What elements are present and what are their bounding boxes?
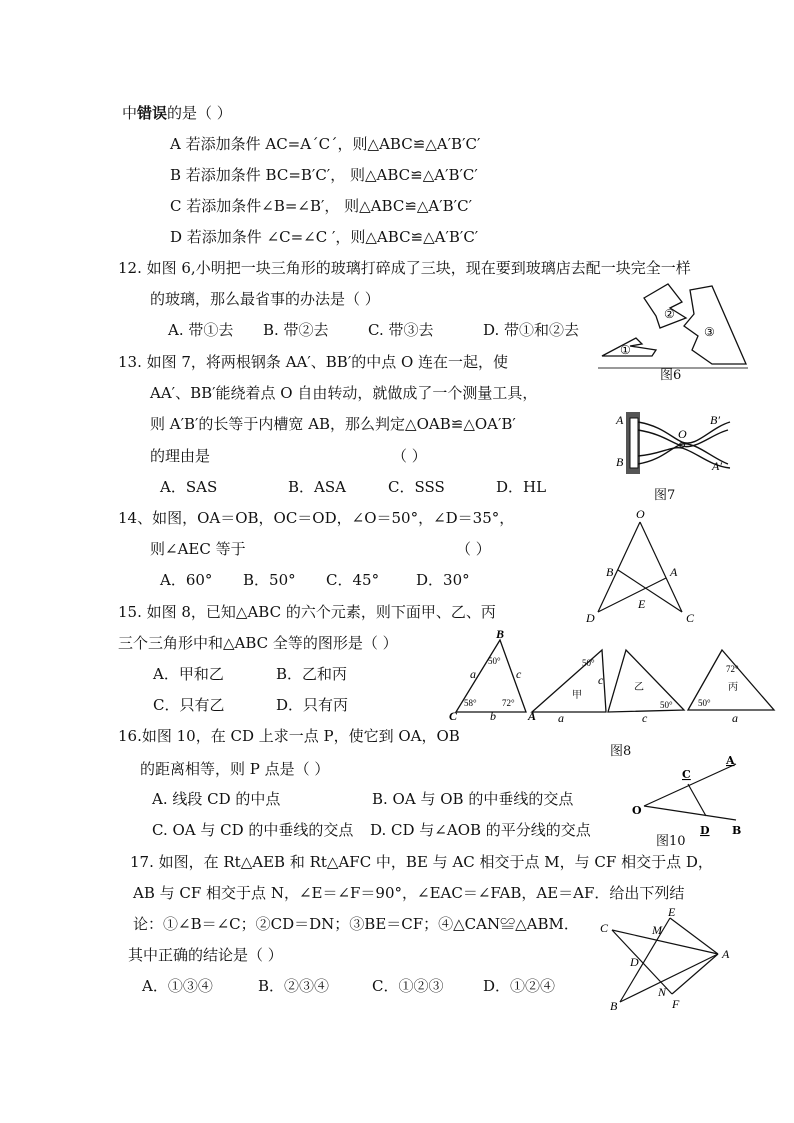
figure-q14-label-b: B — [606, 565, 614, 579]
figure-q14-label-a: A — [670, 565, 678, 579]
figure-6-caption: 图6 — [660, 368, 682, 383]
q14-option-c: C．45° — [326, 571, 380, 589]
figure-8-abc-label-a: A — [528, 709, 537, 723]
figure-q17-label-n: N — [658, 985, 667, 999]
figure-6-piece-3 — [684, 286, 746, 364]
figure-8-bing-angle-2: 50° — [698, 698, 711, 708]
figure-q17-label-a: A — [722, 947, 730, 961]
q17-line-4: 其中正确的结论是（ ） — [128, 946, 283, 964]
figure-10-label-d: D — [700, 824, 710, 837]
q16-line-2: 的距离相等，则 P 点是（ ） — [140, 760, 330, 778]
figure-7-drawing — [612, 408, 742, 482]
q13-answer-paren: （ ） — [392, 447, 427, 465]
figure-10-caption: 图10 — [656, 834, 686, 849]
q15-option-d: D．只有丙 — [276, 696, 349, 714]
figure-8-bing-side-a: a — [732, 711, 738, 725]
figure-q14-drawing — [582, 506, 702, 626]
q15-option-c: C．只有乙 — [153, 696, 225, 714]
figure-8-abc-label-c: C — [449, 709, 458, 723]
figure-8-jia-angle: 50° — [582, 658, 595, 668]
figure-q17-label-d: D — [630, 955, 639, 969]
figure-10-label-c: C — [682, 768, 691, 781]
figure-8-yi-angle: 50° — [660, 700, 673, 710]
q13-option-c: C．SSS — [388, 478, 445, 496]
figure-7-label-b: B — [616, 455, 624, 469]
figure-8-triangle-jia — [532, 650, 606, 725]
q14-option-a: A．60° — [160, 571, 213, 589]
figure-10-label-o: O — [632, 804, 642, 817]
q16-option-a: A. 线段 CD 的中点 — [152, 790, 281, 808]
figure-7-label-b-prime: B′ — [710, 413, 720, 427]
q13-option-a: A．SAS — [160, 478, 218, 496]
figure-q17-label-c: C — [600, 921, 609, 935]
figure-8-abc-angle-b: 50° — [488, 656, 501, 666]
figure-8-yi-name: 乙 — [634, 682, 644, 693]
q11-stem-bold: 错误 — [137, 104, 168, 122]
q17-option-d: D．①②④ — [483, 977, 556, 995]
figure-8-jia-shape — [532, 650, 606, 712]
q11-option-c: C 若添加条件∠B=∠B′， 则△ABC≌△A′B′C′ — [170, 197, 472, 215]
figure-7-label-o: O — [678, 427, 687, 441]
figure-8-abc-side-c: c — [516, 667, 522, 681]
figure-q17 — [596, 904, 742, 1012]
figure-8-triangle-yi — [608, 650, 684, 725]
q15-line-1: 15. 如图 8，已知△ABC 的六个元素，则下面甲、乙、丙 — [118, 603, 496, 621]
q11-stem — [122, 103, 232, 123]
figure-8-bing-name: 丙 — [728, 682, 738, 693]
q16-line-1: 16.如图 10，在 CD 上求一点 P，使它到 OA，OB — [118, 727, 460, 745]
q11-option-a: A 若添加条件 AC=A´C´，则△ABC≌△A′B′C′ — [170, 135, 481, 153]
figure-8-jia-side-c: c — [598, 673, 604, 687]
q12-line-1: 12. 如图 6,小明把一块三角形的玻璃打碎成了三块，现在要到玻璃店去配一块完全一样 — [118, 259, 691, 277]
q12-option-d: D. 带①和②去 — [483, 321, 580, 339]
figure-6-piece-2 — [644, 284, 686, 328]
q17-option-b: B．②③④ — [258, 977, 330, 995]
q17-option-c: C．①②③ — [372, 977, 444, 995]
figure-q14-label-c: C — [686, 611, 695, 625]
q14-option-d: D．30° — [416, 571, 470, 589]
figure-8-yi-side-c: c — [642, 711, 648, 725]
figure-q14-label-o: O — [636, 507, 645, 521]
q11-option-b: B 若添加条件 BC=B′C′， 则△ABC≌△A′B′C′ — [170, 166, 478, 184]
figure-q17-label-m: M — [652, 923, 662, 937]
figure-8-caption: 图8 — [610, 744, 632, 759]
figure-q14-label-e: E — [638, 597, 646, 611]
q16-option-c: C. OA 与 CD 的中垂线的交点 — [152, 821, 354, 839]
q15-option-b: B．乙和丙 — [276, 665, 348, 683]
q15-option-a: A．甲和乙 — [153, 665, 224, 683]
figure-q17-label-b: B — [610, 999, 618, 1013]
q12-option-a: A. 带①去 — [168, 321, 234, 339]
figure-8-triangle-bing — [688, 650, 774, 725]
figure-7-label-a: A — [616, 413, 624, 427]
figure-8-bing-angle-1: 72° — [726, 664, 739, 674]
figure-10-segment-cd — [688, 784, 706, 816]
figure-8-abc-angle-a: 72° — [502, 698, 515, 708]
figure-10-drawing — [628, 752, 748, 836]
q13-line-1: 13. 如图 7，将两根钢条 AA′、BB′的中点 O 连在一起，使 — [118, 353, 509, 371]
q17-line-3: 论：①∠B＝∠C；②CD＝DN；③BE＝CF；④△CAN≌△ABM． — [133, 915, 579, 933]
figure-6-label-3: ③ — [704, 325, 715, 339]
figure-8-abc-label-b: B — [496, 627, 505, 641]
figure-q14 — [582, 506, 702, 626]
q14-line-1: 14、如图，OA＝OB，OC＝OD，∠O＝50°，∠D＝35°， — [118, 509, 515, 527]
q11-stem-prefix: 中 — [122, 104, 138, 122]
figure-8-drawing — [448, 628, 778, 724]
figure-10-label-a: A — [726, 754, 735, 767]
figure-8-jia-side-a: a — [558, 711, 564, 725]
figure-10-ray-ob — [644, 806, 736, 820]
q12-option-c: C. 带③去 — [368, 321, 434, 339]
q16-option-b: B. OA 与 OB 的中垂线的交点 — [372, 790, 574, 808]
figure-8 — [448, 628, 778, 724]
figure-7-slot-inner — [630, 418, 638, 468]
q17-option-a: A．①③④ — [142, 977, 213, 995]
q16-option-d: D. CD 与∠AOB 的平分线的交点 — [370, 821, 591, 839]
figure-8-abc-side-b: b — [490, 709, 496, 723]
q12-option-b: B. 带②去 — [263, 321, 329, 339]
figure-8-triangle-abc — [449, 627, 536, 723]
q14-answer-paren: （ ） — [456, 540, 491, 558]
q14-option-b: B．50° — [243, 571, 296, 589]
figure-q14-label-d: D — [586, 611, 595, 625]
figure-6-label-1: ① — [620, 343, 631, 357]
figure-10-label-b: B — [732, 824, 742, 837]
figure-q17-label-e: E — [668, 905, 676, 919]
q17-line-1: 17. 如图，在 Rt△AEB 和 Rt△AFC 中，BE 与 AC 相交于点 M，与 CF 相交于点 D， — [130, 853, 713, 871]
q17-line-2: AB 与 CF 相交于点 N，∠E＝∠F＝90°，∠EAC＝∠FAB，AE＝AF．给出下列结 — [133, 884, 685, 902]
q11-stem-suffix: 的是（ ） — [167, 104, 232, 122]
figure-8-jia-name: 甲 — [572, 690, 582, 701]
q14-line-2: 则∠AEC 等于 — [150, 540, 246, 558]
q13-line-3: 则 A′B′的长等于内槽宽 AB，那么判定△OAB≌△OA′B′ — [150, 415, 516, 433]
q13-option-d: D．HL — [496, 478, 547, 496]
figure-8-abc-side-a: a — [470, 667, 476, 681]
figure-8-abc-angle-c: 58° — [464, 698, 477, 708]
figure-10 — [628, 752, 748, 836]
figure-q17-line-fa — [672, 954, 718, 994]
q13-line-2: AA′、BB′能绕着点 O 自由转动，就做成了一个测量工具， — [150, 384, 538, 402]
q15-line-2: 三个三角形中和△ABC 全等的图形是（ ） — [118, 634, 398, 652]
figure-q17-drawing — [596, 904, 742, 1012]
figure-q17-label-f: F — [672, 997, 680, 1011]
figure-7-caption: 图7 — [654, 488, 676, 503]
q13-option-b: B．ASA — [288, 478, 346, 496]
figure-q14-line-od — [598, 522, 640, 612]
q11-option-d: D 若添加条件 ∠C=∠C ′，则△ABC≌△A′B′C′ — [170, 228, 479, 246]
q13-line-4: 的理由是 — [150, 447, 211, 465]
figure-6-label-2: ② — [664, 307, 675, 321]
figure-7 — [612, 408, 742, 482]
figure-7-label-a-prime: A′ — [712, 459, 722, 473]
q12-line-2: 的玻璃，那么最省事的办法是（ ） — [150, 290, 380, 308]
